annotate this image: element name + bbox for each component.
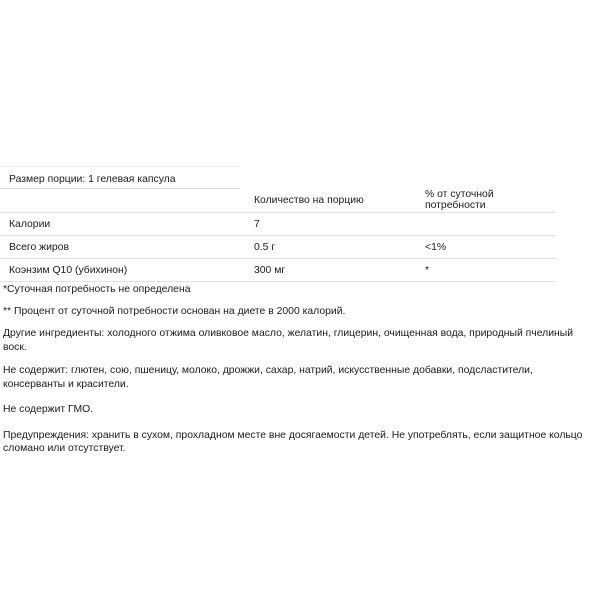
supplement-notes (3, 283, 597, 456)
nutrient-name: Коэнзим Q10 (убихинон) (0, 259, 245, 282)
nutrient-daily-value: <1% (416, 236, 556, 259)
column-header-amount: Количество на порцию (245, 188, 416, 213)
warnings: Предупреждения: хранить в сухом, прохладном месте вне досягаемости детей. Не употреблять, если защитное кольцо сломано или отсутствует. (3, 429, 583, 454)
nutrient-amount: 7 (245, 213, 416, 236)
serving-size: Размер порции: 1 гелевая капсула (0, 166, 240, 188)
nutrient-daily-value: * (416, 259, 556, 282)
does-not-contain: Не содержит: глютен, сою, пшеницу, молоко, дрожжи, сахар, натрий, искусственные добавки, подсластители, консерванты и красители. (3, 365, 533, 390)
table-row (0, 213, 556, 236)
column-header-nutrient (0, 188, 245, 213)
nutrient-amount: 300 мг (245, 259, 416, 282)
other-ingredients: Другие ингредиенты: холодного отжима оливковое масло, желатин, глицерин, очищенная вода, природный пчелиный воск. (3, 328, 574, 353)
daily-value-basis-note: ** Процент от суточной потребности основан на диете в 2000 калорий. (3, 305, 346, 317)
nutrition-facts-table (0, 188, 556, 282)
daily-value-undetermined-note: *Суточная потребность не определена (3, 284, 191, 295)
nutrient-daily-value (416, 213, 556, 236)
nutrient-name: Калории (0, 213, 245, 236)
table-header-row (0, 188, 556, 213)
table-row (0, 259, 556, 282)
nutrient-name: Всего жиров (0, 236, 245, 259)
column-header-daily-value: % от суточной потребности (416, 188, 556, 213)
table-row (0, 236, 556, 259)
nutrient-amount: 0.5 г (245, 236, 416, 259)
non-gmo-note: Не содержит ГМО. (3, 404, 94, 415)
